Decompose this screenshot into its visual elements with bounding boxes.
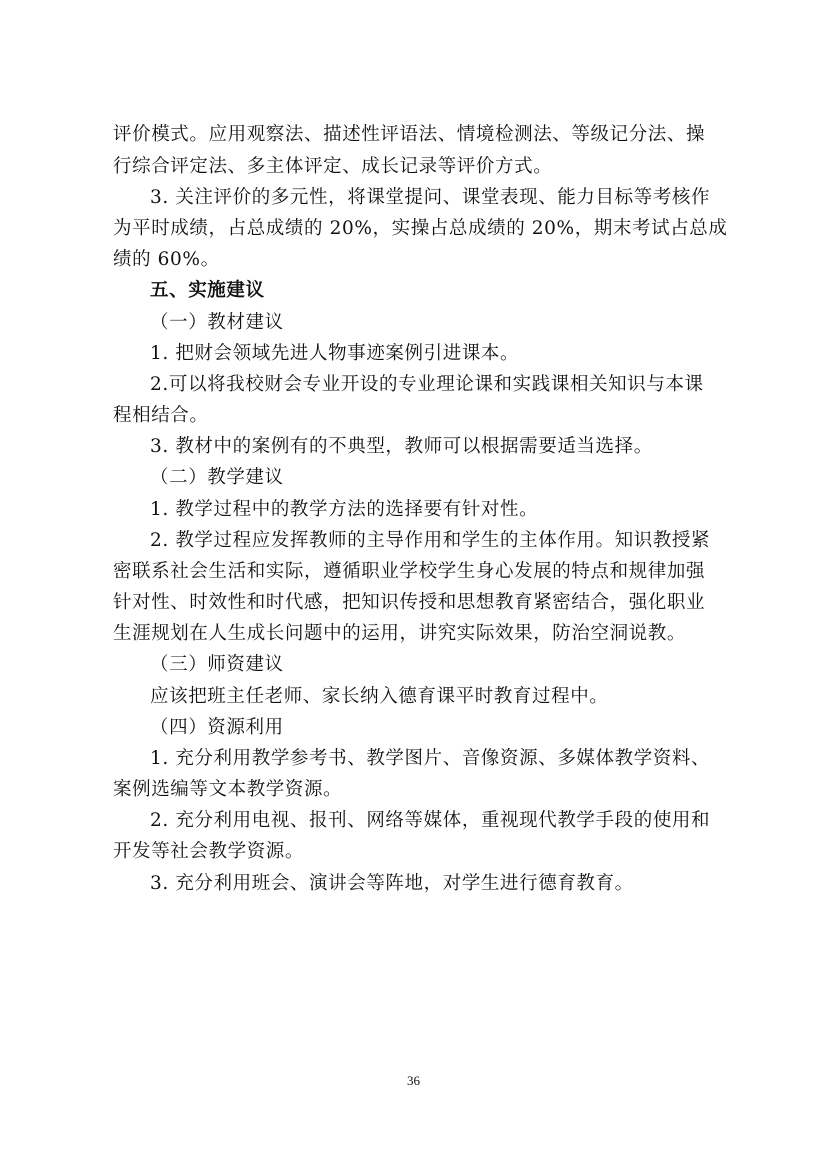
paragraph-line: 1. 把财会领域先进人物事迹案例引进课本。 xyxy=(150,343,520,364)
paragraph-line: 2. 充分利用电视、报刊、网络等媒体，重视现代教学手段的使用和 xyxy=(150,810,711,831)
subsection-heading: （三）师资建议 xyxy=(150,654,284,675)
paragraph-line: 1. 教学过程中的教学方法的选择要有针对性。 xyxy=(150,499,539,520)
paragraph-line: 开发等社会教学资源。 xyxy=(113,841,305,862)
paragraph-line: 评价模式。应用观察法、描述性评语法、情境检测法、等级记分法、操 xyxy=(113,124,706,145)
paragraph-line: 为平时成绩，占总成绩的 20%，实操占总成绩的 20%，期末考试占总成 xyxy=(113,218,728,239)
paragraph-line: 3. 关注评价的多元性，将课堂提问、课堂表现、能力目标等考核作 xyxy=(150,187,711,208)
subsection-heading: （四）资源利用 xyxy=(150,717,284,738)
paragraph-line: 1. 充分利用教学参考书、教学图片、音像资源、多媒体教学资料、 xyxy=(150,748,711,769)
paragraph-line: 应该把班主任老师、家长纳入德育课平时教育过程中。 xyxy=(150,686,609,707)
paragraph-line: 行综合评定法、多主体评定、成长记录等评价方式。 xyxy=(113,156,553,177)
paragraph-line: 3. 教材中的案例有的不典型，教师可以根据需要适当选择。 xyxy=(150,436,653,457)
paragraph-line: 2. 教学过程应发挥教师的主导作用和学生的主体作用。知识教授紧 xyxy=(150,530,711,551)
subsection-heading: （二）教学建议 xyxy=(150,467,284,488)
paragraph-line: 针对性、时效性和时代感，把知识传授和思想教育紧密结合，强化职业 xyxy=(113,592,706,613)
paragraph-line: 2.可以将我校财会专业开设的专业理论课和实践课相关知识与本课 xyxy=(150,374,704,395)
paragraph-line: 绩的 60%。 xyxy=(113,249,220,270)
paragraph-line: 生涯规划在人生成长问题中的运用，讲究实际效果，防治空洞说教。 xyxy=(113,623,687,644)
section-heading: 五、实施建议 xyxy=(150,280,265,301)
paragraph-line: 3. 充分利用班会、演讲会等阵地，对学生进行德育教育。 xyxy=(150,873,634,894)
page-number: 36 xyxy=(407,1073,420,1088)
paragraph-line: 案例选编等文本教学资源。 xyxy=(113,779,343,800)
paragraph-line: 密联系社会生活和实际，遵循职业学校学生身心发展的特点和规律加强 xyxy=(113,561,706,582)
subsection-heading: （一）教材建议 xyxy=(150,312,284,333)
paragraph-line: 程相结合。 xyxy=(113,405,209,426)
